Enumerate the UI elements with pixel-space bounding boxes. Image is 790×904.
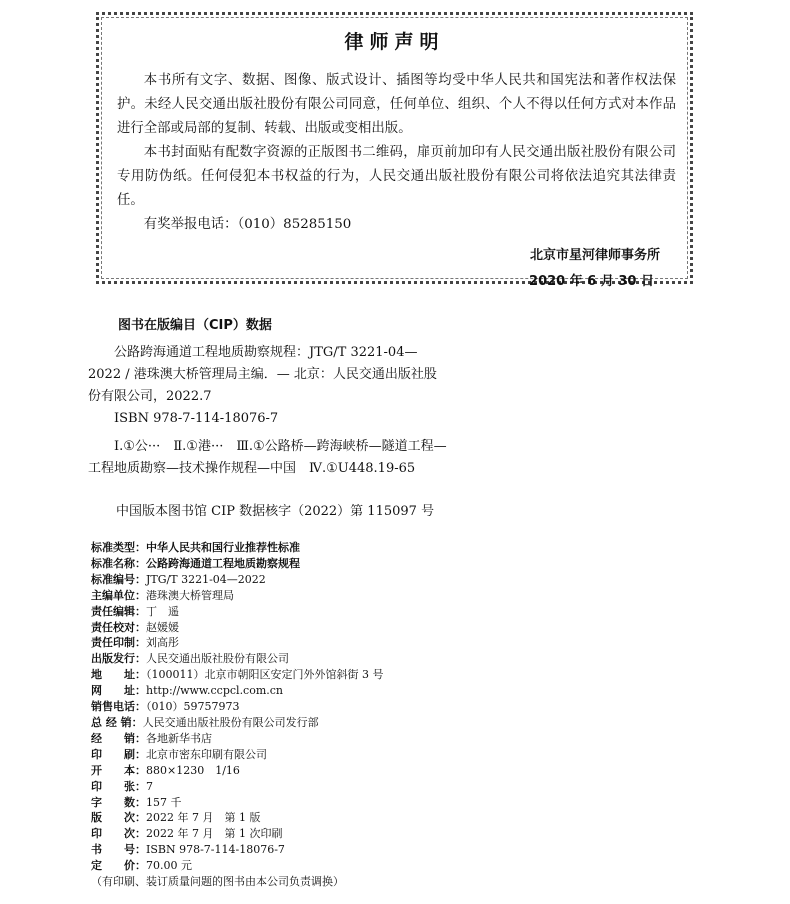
- metadata-row: [91, 556, 383, 572]
- metadata-value: 公路跨海通道工程地质勘察规程: [146, 556, 300, 570]
- metadata-key: 印 次：: [91, 827, 146, 841]
- metadata-value: 港珠澳大桥管理局: [146, 588, 234, 602]
- metadata-value: 赵媛媛: [146, 620, 179, 634]
- legal-notice-paragraph: 本书封面贴有配数字资源的正版图书二维码，扉页前加印有人民交通出版社股份有限公司专用防伪纸。任何侵犯本书权益的行为，人民交通出版社股份有限公司将依法追究其法律责任。: [117, 145, 676, 208]
- metadata-value: 人民交通出版社股份有限公司: [146, 652, 289, 666]
- metadata-key: 责任编辑：: [91, 604, 146, 618]
- legal-notice-box: [96, 12, 693, 289]
- metadata-key: 责任校对：: [91, 620, 146, 634]
- metadata-value: 各地新华书店: [146, 731, 212, 745]
- metadata-row: [91, 826, 383, 842]
- metadata-key: 经 销：: [91, 731, 146, 745]
- metadata-key: 出版发行：: [91, 652, 146, 666]
- metadata-key: 销售电话：: [91, 700, 146, 714]
- metadata-row: [91, 683, 383, 699]
- notice-date: 2020 年 6 月 30 日: [529, 274, 654, 289]
- cip-subjects: Ⅰ.①公··· Ⅱ.①港··· Ⅲ.①公路桥—跨海峡桥—隧道工程—工程地质勘察—技术操作规程—中国 Ⅳ.①U448.19-65: [88, 439, 447, 476]
- metadata-key: 网 址：: [91, 684, 146, 698]
- metadata-row: [91, 540, 383, 556]
- cip-heading: 图书在版编目（CIP）数据: [118, 318, 272, 333]
- metadata-row: [91, 779, 383, 795]
- cip-isbn: ISBN 978-7-114-18076-7: [114, 411, 279, 426]
- metadata-value: 157 千: [146, 795, 182, 809]
- metadata-row: [91, 699, 383, 715]
- publication-metadata: [91, 540, 383, 890]
- metadata-row: [91, 588, 383, 604]
- law-firm-name: 北京市星河律师事务所: [529, 248, 660, 263]
- metadata-key: 印 张：: [91, 779, 146, 793]
- metadata-row: [91, 572, 383, 588]
- metadata-row: [91, 651, 383, 667]
- metadata-key: 字 数：: [91, 795, 146, 809]
- cip-record: [88, 342, 448, 486]
- metadata-key: 定 价：: [91, 859, 146, 873]
- metadata-row: [91, 810, 383, 826]
- metadata-key: 标准类型：: [91, 541, 146, 554]
- metadata-row: [91, 667, 383, 683]
- metadata-row: [91, 604, 383, 620]
- metadata-value: （010）59757973: [146, 700, 240, 714]
- metadata-row: [91, 715, 383, 731]
- report-hotline: 有奖举报电话：（010）85285150: [143, 217, 352, 232]
- metadata-value: 70.00 元: [146, 859, 192, 873]
- metadata-value: 刘高彤: [146, 636, 179, 650]
- metadata-value: 中华人民共和国行业推荐性标准: [146, 541, 300, 554]
- metadata-key: 开 本：: [91, 763, 146, 777]
- metadata-value: 人民交通出版社股份有限公司发行部: [142, 715, 319, 729]
- metadata-value: 7: [146, 779, 153, 793]
- metadata-value: 880×1230 1/16: [146, 763, 240, 777]
- metadata-key: 标准编号：: [91, 572, 146, 586]
- metadata-value: 丁 遥: [146, 604, 179, 618]
- metadata-key: 主编单位：: [91, 588, 146, 602]
- metadata-value: （100011）北京市朝阳区安定门外外馆斜街 3 号: [146, 668, 384, 682]
- metadata-value: JTG/T 3221-04—2022: [146, 572, 266, 586]
- metadata-value: http://www.ccpcl.com.cn: [146, 684, 284, 698]
- legal-notice-paragraph: 本书所有文字、数据、图像、版式设计、插图等均受中华人民共和国宪法和著作权法保护。未经人民交通出版社股份有限公司同意，任何单位、组织、个人不得以任何方式对本作品进行全部或局部的复制、转载、出版或变相出版。: [117, 73, 676, 136]
- cip-check-number: 中国版本图书馆 CIP 数据核字（2022）第 115097 号: [116, 504, 435, 519]
- metadata-key: 版 次：: [91, 811, 146, 825]
- metadata-row: [91, 747, 383, 763]
- metadata-key: 标准名称：: [91, 556, 146, 570]
- metadata-key: 书 号：: [91, 843, 146, 857]
- metadata-row: [91, 620, 383, 636]
- legal-notice-title: 律师声明: [344, 31, 445, 53]
- metadata-row: [91, 795, 383, 811]
- metadata-key: 责任印制：: [91, 636, 146, 650]
- cip-entry: 公路跨海通道工程地质勘察规程：JTG/T 3221-04—2022 / 港珠澳大桥管理局主编．— 北京：人民交通出版社股份有限公司，2022.7: [88, 345, 437, 404]
- metadata-row: [91, 731, 383, 747]
- quality-footnote: （有印刷、装订质量问题的图书由本公司负责调换）: [91, 875, 344, 889]
- metadata-key: 总 经 销：: [91, 715, 143, 729]
- metadata-row: [91, 858, 383, 874]
- metadata-value: 2022 年 7 月 第 1 版: [146, 811, 261, 825]
- metadata-key: 地 址：: [91, 668, 146, 682]
- legal-notice-body: [117, 69, 676, 237]
- metadata-row: [91, 842, 383, 858]
- metadata-key: 印 刷：: [91, 747, 146, 761]
- legal-notice-signature: [529, 243, 660, 295]
- metadata-value: ISBN 978-7-114-18076-7: [146, 843, 285, 857]
- metadata-row: [91, 635, 383, 651]
- metadata-value: 北京市密东印刷有限公司: [146, 747, 267, 761]
- metadata-value: 2022 年 7 月 第 1 次印刷: [146, 827, 283, 841]
- metadata-row: [91, 763, 383, 779]
